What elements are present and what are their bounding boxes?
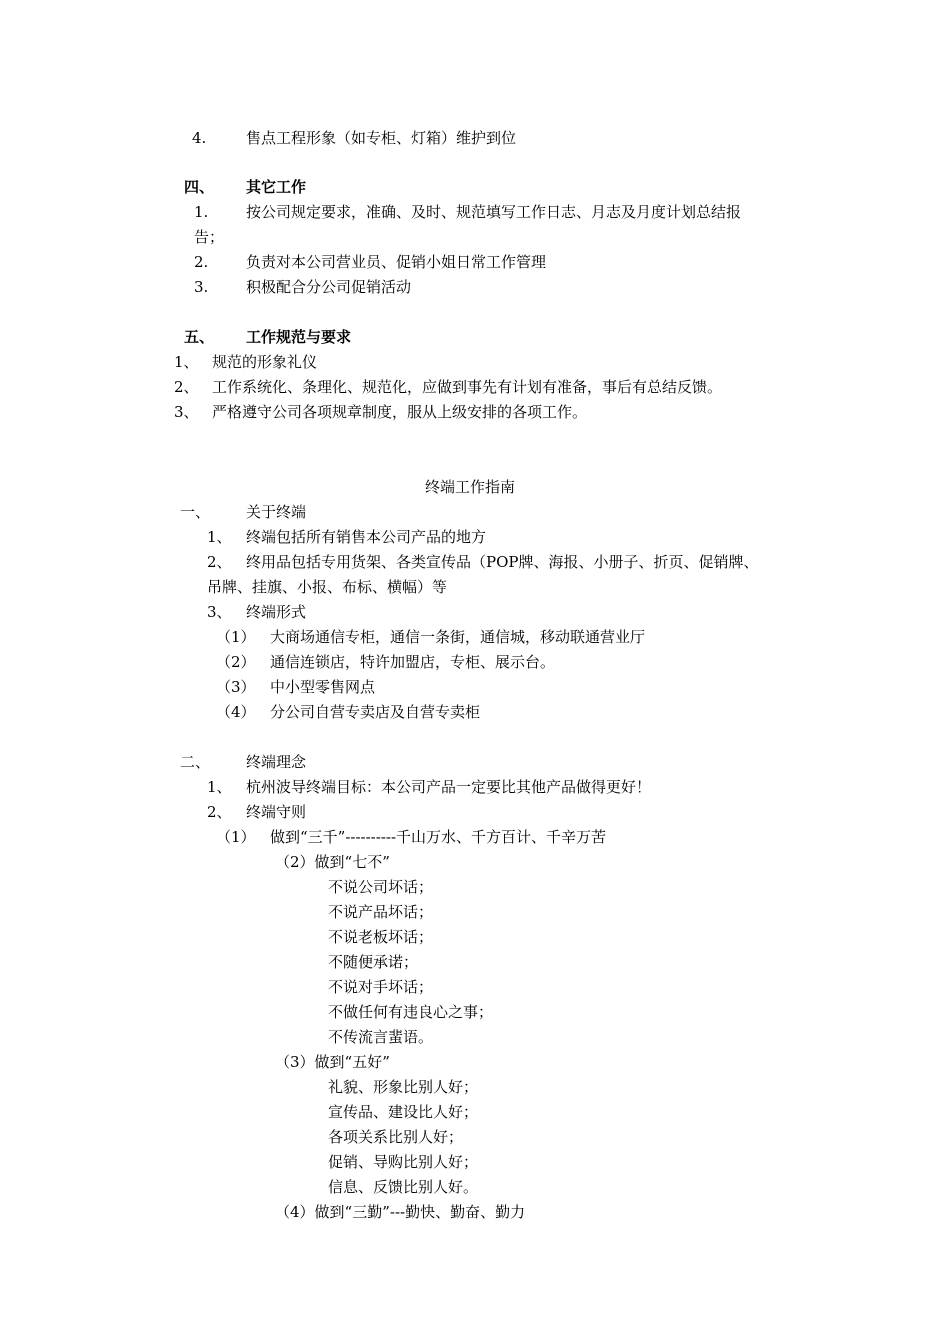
list-item: 规范的形象礼仪	[212, 353, 318, 371]
sub-list-item: 做到“三千”----------千山万水、千方百计、千辛万苦	[270, 828, 607, 846]
sub-list-item: 分公司自营专卖店及自营专卖柜	[270, 703, 481, 721]
list-item: 积极配合分公司促销活动	[246, 278, 412, 296]
rule-line: 不说对手坏话；	[328, 978, 434, 996]
rule-line: 不传流言蜚语。	[328, 1028, 434, 1046]
sub-list-number: （3）	[216, 678, 256, 696]
rule-line: 不说老板坏话；	[328, 928, 434, 946]
section-heading: 关于终端	[246, 503, 307, 521]
list-number: 1、	[174, 353, 199, 371]
list-item: 工作系统化、条理化、规范化，应做到事先有计划有准备，事后有总结反馈。	[212, 378, 723, 396]
section-number: 一、	[180, 503, 211, 521]
rule-heading: （2）做到“七不”	[275, 853, 390, 871]
list-number: 3、	[207, 603, 232, 621]
document-title: 终端工作指南	[425, 478, 516, 496]
rule-line: 促销、导购比别人好；	[328, 1153, 479, 1171]
list-number: 1、	[207, 778, 232, 796]
section-number: 四、	[184, 178, 215, 196]
section-heading: 终端理念	[246, 753, 307, 771]
list-number: 1、	[207, 528, 232, 546]
list-number: 4.	[192, 129, 207, 147]
sub-list-number: （2）	[216, 653, 256, 671]
section-heading: 工作规范与要求	[246, 328, 352, 346]
list-item-continuation: 告；	[194, 228, 225, 246]
list-item: 终用品包括专用货架、各类宣传品（POP牌、海报、小册子、折页、促销牌、	[246, 553, 759, 571]
list-item: 严格遵守公司各项规章制度，服从上级安排的各项工作。	[212, 403, 588, 421]
list-item: 售点工程形象（如专柜、灯箱）维护到位	[246, 129, 517, 147]
list-item: 按公司规定要求，准确、及时、规范填写工作日志、月志及月度计划总结报	[246, 203, 742, 221]
list-item: 终端包括所有销售本公司产品的地方	[246, 528, 487, 546]
list-number: 2、	[207, 553, 232, 571]
section-number: 五、	[184, 328, 215, 346]
rule-line: 信息、反馈比别人好。	[328, 1178, 479, 1196]
section-heading: 其它工作	[246, 178, 307, 196]
list-number: 3.	[194, 278, 209, 296]
rule-heading: （3）做到“五好”	[275, 1053, 390, 1071]
sub-list-item: 通信连锁店，特许加盟店，专柜、展示台。	[270, 653, 556, 671]
rule-line: 宣传品、建设比人好；	[328, 1103, 479, 1121]
rule-line: 不说公司坏话；	[328, 878, 434, 896]
rule-line: 不做任何有违良心之事；	[328, 1003, 494, 1021]
list-item: 终端守则	[246, 803, 307, 821]
list-item: 负责对本公司营业员、促销小姐日常工作管理	[246, 253, 547, 271]
sub-list-number: （1）	[216, 828, 256, 846]
list-number: 3、	[174, 403, 199, 421]
sub-list-item: 中小型零售网点	[270, 678, 376, 696]
list-number: 2.	[194, 253, 209, 271]
rule-line: 不说产品坏话；	[328, 903, 434, 921]
sub-list-number: （1）	[216, 628, 256, 646]
sub-list-item: 大商场通信专柜，通信一条街，通信城，移动联通营业厅	[270, 628, 646, 646]
sub-list-number: （4）	[216, 703, 256, 721]
list-item: 终端形式	[246, 603, 307, 621]
section-number: 二、	[180, 753, 211, 771]
list-item: 杭州波导终端目标：本公司产品一定要比其他产品做得更好！	[246, 778, 652, 796]
rule-line: 礼貌、形象比别人好；	[328, 1078, 479, 1096]
list-number: 2、	[174, 378, 199, 396]
rule-heading: （4）做到“三勤”---勤快、勤奋、勤力	[275, 1203, 526, 1221]
list-number: 2、	[207, 803, 232, 821]
list-number: 1.	[194, 203, 209, 221]
rule-line: 不随便承诺；	[328, 953, 419, 971]
list-item-continuation: 吊牌、挂旗、小报、布标、横幅）等	[207, 578, 448, 596]
rule-line: 各项关系比别人好；	[328, 1128, 464, 1146]
